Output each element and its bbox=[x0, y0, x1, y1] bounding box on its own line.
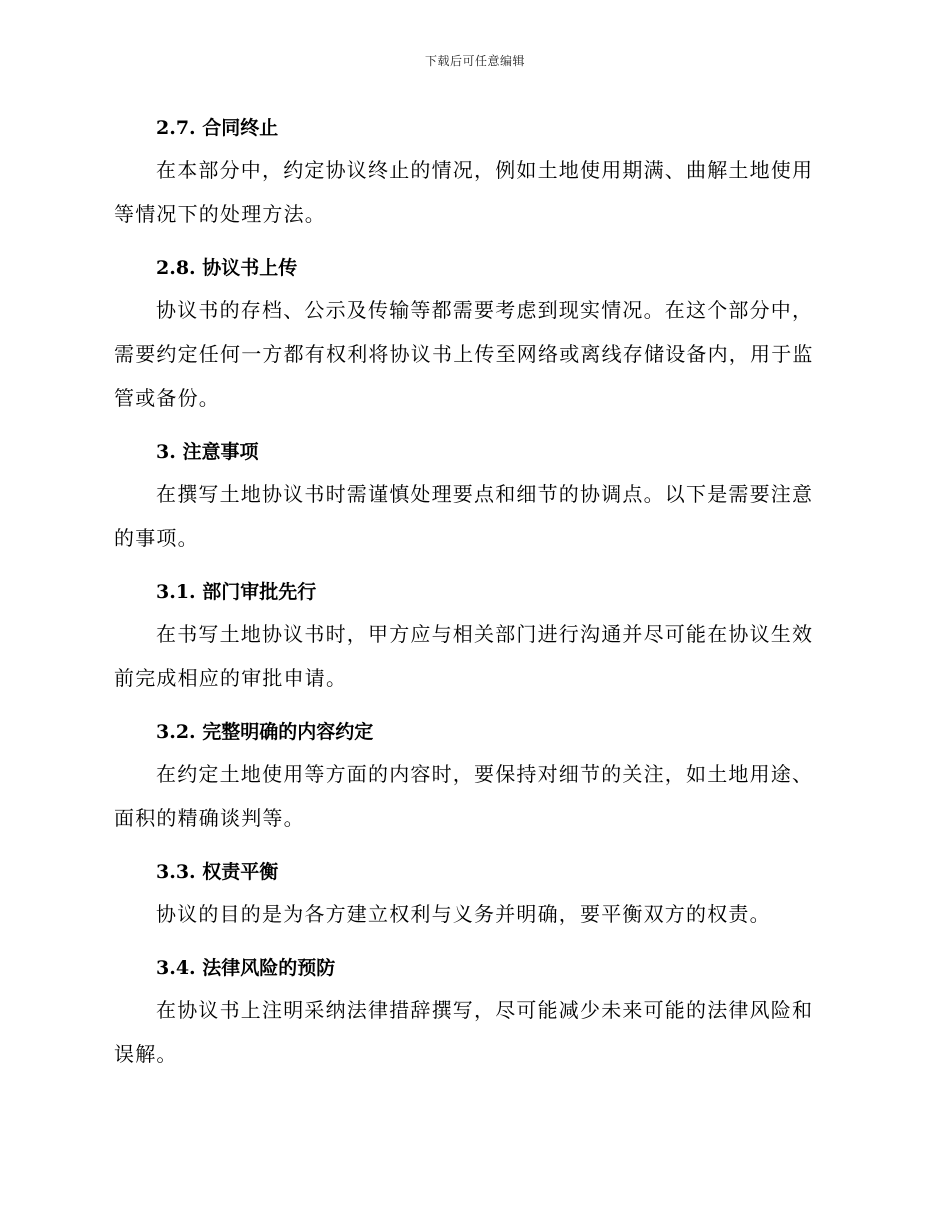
section-precautions bbox=[114, 432, 830, 560]
section-heading: 3.3. 权责平衡 bbox=[156, 861, 279, 883]
section-paragraph: 在书写土地协议书时，甲方应与相关部门进行沟通并尽可能在协议生效前完成相应的审批申请。 bbox=[114, 622, 814, 690]
section-legal-risk bbox=[114, 948, 830, 1076]
section-clear-content bbox=[114, 712, 830, 840]
section-heading: 3.4. 法律风险的预防 bbox=[156, 957, 336, 979]
section-heading: 3.2. 完整明确的内容约定 bbox=[156, 721, 374, 743]
section-contract-termination bbox=[114, 108, 830, 236]
section-heading: 3. 注意事项 bbox=[156, 441, 259, 463]
section-agreement-upload bbox=[114, 248, 830, 420]
section-paragraph: 在本部分中，约定协议终止的情况，例如土地使用期满、曲解土地使用等情况下的处理方法。 bbox=[114, 158, 814, 226]
document-body bbox=[114, 108, 830, 1088]
section-heading: 3.1. 部门审批先行 bbox=[156, 581, 317, 603]
section-paragraph: 在撰写土地协议书时需谨慎处理要点和细节的协调点。以下是需要注意的事项。 bbox=[114, 482, 814, 550]
section-paragraph: 在约定土地使用等方面的内容时，要保持对细节的关注，如土地用途、面积的精确谈判等。 bbox=[114, 762, 814, 830]
section-heading: 2.8. 协议书上传 bbox=[156, 257, 298, 279]
section-paragraph: 协议书的存档、公示及传输等都需要考虑到现实情况。在这个部分中，需要约定任何一方都有权利将协议书上传至网络或离线存储设备内，用于监管或备份。 bbox=[114, 298, 814, 410]
section-heading: 2.7. 合同终止 bbox=[156, 117, 279, 139]
page-header: 下载后可任意编辑 bbox=[424, 54, 525, 68]
section-paragraph: 协议的目的是为各方建立权利与义务并明确，要平衡双方的权责。 bbox=[156, 902, 771, 926]
section-paragraph: 在协议书上注明采纳法律措辞撰写，尽可能减少未来可能的法律风险和误解。 bbox=[114, 998, 814, 1066]
section-rights-balance bbox=[114, 852, 830, 936]
section-department-approval bbox=[114, 572, 830, 700]
